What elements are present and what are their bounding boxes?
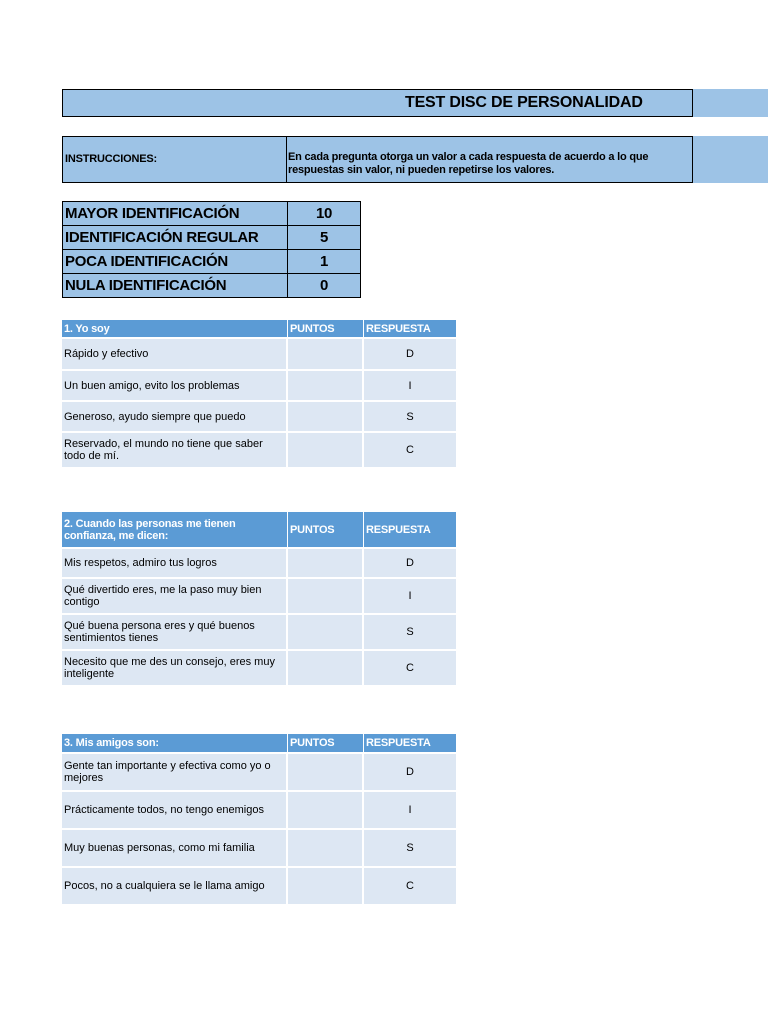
instructions-extension [693,136,768,183]
scale-label: POCA IDENTIFICACIÓN [63,250,288,274]
scale-table [62,201,361,298]
scale-row [63,250,361,274]
table-row [62,369,456,400]
table-row [62,866,456,904]
option-text: Qué buena persona eres y qué buenos sentimientos tienes [62,613,288,649]
scale-row [63,274,361,298]
question-table-1 [62,320,456,467]
option-text: Un buen amigo, evito los problemas [62,369,288,400]
answer-cell: C [364,431,456,467]
option-text: Necesito que me des un consejo, eres muy inteligente [62,649,288,685]
answer-cell: S [364,828,456,866]
answer-cell: C [364,866,456,904]
question-table-3 [62,734,456,904]
points-cell[interactable] [288,649,364,685]
scale-value: 10 [288,202,361,226]
option-text: Prácticamente todos, no tengo enemigos [62,790,288,828]
points-header: PUNTOS [288,512,364,547]
answer-cell: I [364,790,456,828]
title-bar-extension [693,89,768,117]
points-cell[interactable] [288,866,364,904]
option-text: Reservado, el mundo no tiene que saber todo de mí. [62,431,288,467]
scale-row [63,202,361,226]
answer-cell: S [364,613,456,649]
answer-cell: I [364,577,456,613]
points-header: PUNTOS [288,320,364,337]
option-text: Mis respetos, admiro tus logros [62,547,288,577]
answer-cell: I [364,369,456,400]
points-cell[interactable] [288,547,364,577]
points-cell[interactable] [288,577,364,613]
points-header: PUNTOS [288,734,364,752]
points-cell[interactable] [288,752,364,790]
table-row [62,752,456,790]
scale-value: 1 [288,250,361,274]
scale-value: 5 [288,226,361,250]
scale-label: NULA IDENTIFICACIÓN [63,274,288,298]
answer-cell: D [364,547,456,577]
scale-value: 0 [288,274,361,298]
points-cell[interactable] [288,828,364,866]
answer-header: RESPUESTA [364,320,456,337]
question-title: 3. Mis amigos son: [62,734,288,752]
answer-header: RESPUESTA [364,734,456,752]
question-title: 1. Yo soy [62,320,288,337]
points-cell[interactable] [288,369,364,400]
table-row [62,431,456,467]
scale-label: MAYOR IDENTIFICACIÓN [63,202,288,226]
table-row [62,577,456,613]
question-header [62,320,456,337]
option-text: Pocos, no a cualquiera se le llama amigo [62,866,288,904]
points-cell[interactable] [288,400,364,431]
points-cell[interactable] [288,431,364,467]
question-title: 2. Cuando las personas me tienen confianza, me dicen: [62,512,288,547]
points-cell[interactable] [288,790,364,828]
option-text: Generoso, ayudo siempre que puedo [62,400,288,431]
option-text: Rápido y efectivo [62,337,288,369]
answer-header: RESPUESTA [364,512,456,547]
table-row [62,828,456,866]
table-row [62,649,456,685]
instructions-text: En cada pregunta otorga un valor a cada respuesta de acuerdo a lo que respuestas sin valor, ni pueden repetirse los valores. [286,136,693,183]
answer-cell: D [364,337,456,369]
page-title: TEST DISC DE PERSONALIDAD [405,94,643,111]
scale-label: IDENTIFICACIÓN REGULAR [63,226,288,250]
option-text: Gente tan importante y efectiva como yo o mejores [62,752,288,790]
question-header [62,734,456,752]
question-table-2 [62,512,456,685]
table-row [62,400,456,431]
points-cell[interactable] [288,337,364,369]
points-cell[interactable] [288,613,364,649]
table-row [62,790,456,828]
answer-cell: C [364,649,456,685]
question-header [62,512,456,547]
instructions-label: INSTRUCCIONES: [62,136,286,183]
table-row [62,613,456,649]
option-text: Qué divertido eres, me la paso muy bien contigo [62,577,288,613]
option-text: Muy buenas personas, como mi familia [62,828,288,866]
table-row [62,337,456,369]
scale-row [63,226,361,250]
answer-cell: S [364,400,456,431]
table-row [62,547,456,577]
answer-cell: D [364,752,456,790]
